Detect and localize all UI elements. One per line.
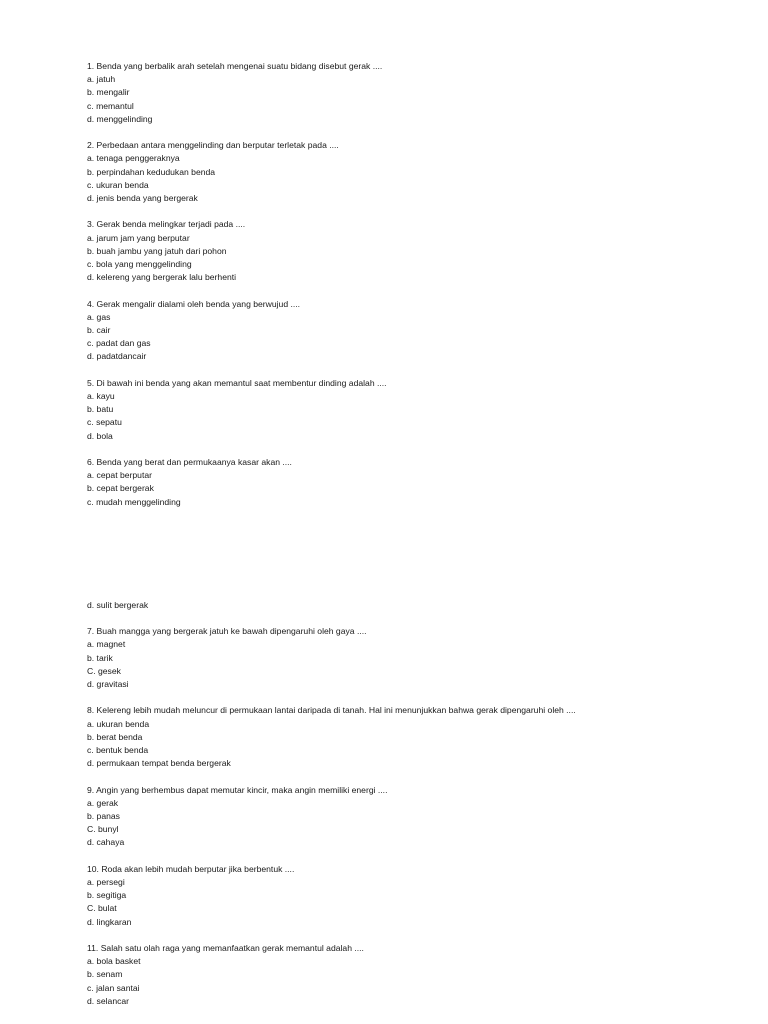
option-a: a. gerak xyxy=(87,797,119,808)
question-5 xyxy=(87,377,727,443)
option-a: a. kayu xyxy=(87,391,115,402)
question-7 xyxy=(87,625,727,691)
option-c: C. bulat xyxy=(87,903,117,914)
option-b: b. perpindahan kedudukan benda xyxy=(87,166,216,177)
option-a: a. tenaga penggeraknya xyxy=(87,153,180,164)
option-b: b. segitiga xyxy=(87,890,127,901)
option-c: C. gesek xyxy=(87,665,121,676)
option-a: a. cepat berputar xyxy=(87,470,152,481)
question-9 xyxy=(87,784,727,850)
option-d: d. permukaan tempat benda bergerak xyxy=(87,758,231,769)
option-b: b. cepat bergerak xyxy=(87,483,154,494)
option-a: a. jatuh xyxy=(87,74,116,85)
option-d: d. menggelinding xyxy=(87,113,153,124)
option-b: b. mengalir xyxy=(87,87,130,98)
option-b: b. batu xyxy=(87,404,114,415)
option-a: a. gas xyxy=(87,311,111,322)
worksheet-page xyxy=(87,60,727,1021)
option-a: a. persegi xyxy=(87,877,125,888)
option-c: C. bunyl xyxy=(87,824,119,835)
option-a: a. jarum jam yang berputar xyxy=(87,232,190,243)
question-text: 5. Di bawah ini benda yang akan memantul saat membentur dinding adalah .... xyxy=(87,377,387,388)
page-break-gap xyxy=(87,509,727,599)
question-10 xyxy=(87,863,727,929)
option-d: d. cahaya xyxy=(87,837,125,848)
question-text: 11. Salah satu olah raga yang memanfaatkan gerak memantul adalah .... xyxy=(87,943,364,954)
question-1 xyxy=(87,60,727,126)
option-b: b. panas xyxy=(87,811,120,822)
option-d: d. gravitasi xyxy=(87,679,129,690)
question-text: 1. Benda yang berbalik arah setelah mengenai suatu bidang disebut gerak .... xyxy=(87,61,383,71)
option-d: d. kelereng yang bergerak lalu berhenti xyxy=(87,272,237,283)
option-d: d. selancar xyxy=(87,995,130,1006)
option-d: d. jenis benda yang bergerak xyxy=(87,193,198,204)
option-d: d. padatdancair xyxy=(87,351,147,362)
option-b: b. cair xyxy=(87,325,111,336)
question-text: 2. Perbedaan antara menggelinding dan berputar terletak pada .... xyxy=(87,140,339,151)
question-text: 8. Kelereng lebih mudah meluncur di permukaan lantai daripada di tanah. Hal ini menunjukkan bahwa gerak dipengaruhi oleh .... xyxy=(87,705,576,716)
option-c: c. bentuk benda xyxy=(87,745,149,756)
question-text: 6. Benda yang berat dan permukaanya kasar akan .... xyxy=(87,457,292,468)
question-6 xyxy=(87,456,727,612)
question-text: 9. Angin yang berhembus dapat memutar kincir, maka angin memiliki energi .... xyxy=(87,784,388,795)
option-a: a. bola basket xyxy=(87,956,141,967)
question-4 xyxy=(87,298,727,364)
question-3 xyxy=(87,218,727,284)
question-8 xyxy=(87,704,727,770)
option-c: c. mudah menggelinding xyxy=(87,496,181,507)
option-c: c. memantul xyxy=(87,100,134,111)
question-text: 4. Gerak mengalir dialami oleh benda yang berwujud .... xyxy=(87,298,301,309)
question-text: 7. Buah mangga yang bergerak jatuh ke bawah dipengaruhi oleh gaya .... xyxy=(87,626,367,637)
option-c: c. ukuran benda xyxy=(87,179,149,190)
option-a: a. ukuran benda xyxy=(87,718,150,729)
option-a: a. magnet xyxy=(87,639,126,650)
option-c: c. jalan santai xyxy=(87,982,140,993)
option-b: b. berat benda xyxy=(87,731,143,742)
question-text: 10. Roda akan lebih mudah berputar jika berbentuk .... xyxy=(87,863,295,874)
option-b: b. senam xyxy=(87,969,123,980)
question-2 xyxy=(87,139,727,205)
question-text: 3. Gerak benda melingkar terjadi pada .... xyxy=(87,219,246,230)
option-b: b. tarik xyxy=(87,652,113,663)
option-c: c. sepatu xyxy=(87,417,122,428)
option-d: d. sulit bergerak xyxy=(87,599,149,610)
option-c: c. padat dan gas xyxy=(87,338,151,349)
option-b: b. buah jambu yang jatuh dari pohon xyxy=(87,245,227,256)
option-c: c. bola yang menggelinding xyxy=(87,259,192,270)
option-d: d. bola xyxy=(87,430,113,441)
question-11 xyxy=(87,942,727,1008)
option-d: d. lingkaran xyxy=(87,916,132,927)
